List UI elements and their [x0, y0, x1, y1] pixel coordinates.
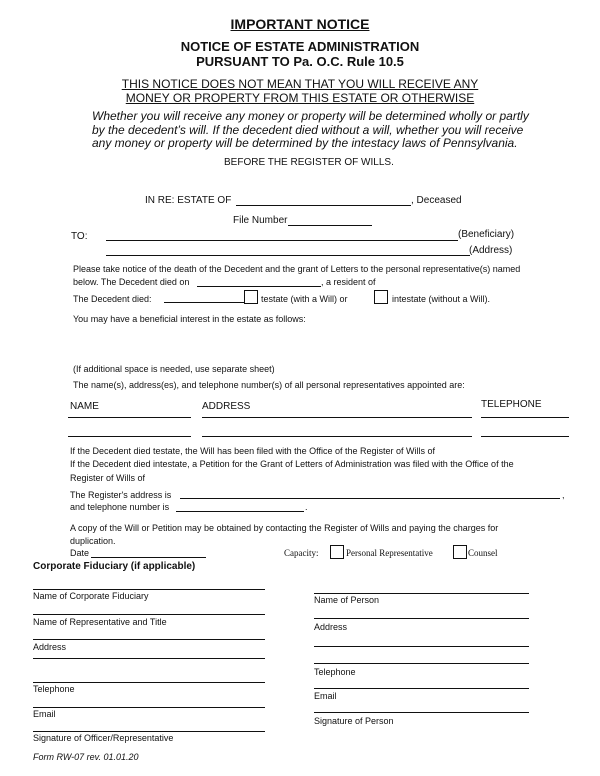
person-telephone-label: Telephone	[314, 667, 356, 677]
person-address-field-1[interactable]	[314, 618, 529, 619]
corporate-telephone-field[interactable]	[33, 682, 265, 683]
rep-telephone-field-2[interactable]	[481, 436, 569, 437]
file-number-label: File Number	[233, 215, 288, 226]
corporate-fiduciary-name-label: Name of Corporate Fiduciary	[33, 591, 149, 601]
testate-filing-line: If the Decedent died testate, the Will has been filed with the Office of the Register of Wills of	[70, 446, 436, 456]
disclaimer-line-1: THIS NOTICE DOES NOT MEAN THAT YOU WILL RECEIVE ANY	[121, 77, 479, 91]
register-address-label: The Register's address is	[70, 490, 172, 500]
personal-representative-label: Personal Representative	[346, 548, 433, 558]
corporate-email-label: Email	[33, 709, 56, 719]
person-signature-label: Signature of Person	[314, 716, 394, 726]
representative-title-field[interactable]	[33, 614, 265, 615]
person-signature-field[interactable]	[314, 712, 529, 713]
intestate-checkbox[interactable]	[374, 290, 388, 304]
testate-checkbox[interactable]	[244, 290, 258, 304]
date-of-death-field[interactable]	[197, 286, 321, 287]
to-label: TO:	[71, 231, 88, 242]
corporate-address-field-2[interactable]	[33, 658, 265, 659]
officer-signature-label: Signature of Officer/Representative	[33, 733, 174, 743]
intestate-filing-line-1: If the Decedent died intestate, a Petition for the Grant of Letters of Administration was filed with the Office of the	[70, 459, 514, 469]
reps-intro-label: The name(s), address(es), and telephone number(s) of all personal representatives appointed are:	[73, 380, 465, 390]
rep-name-field-1[interactable]	[68, 417, 191, 418]
reps-telephone-header: TELEPHONE	[481, 399, 542, 410]
person-name-label: Name of Person	[314, 595, 380, 605]
notice-subtitle-2: PURSUANT TO Pa. O.C. Rule 10.5	[196, 54, 404, 69]
representative-title-label: Name of Representative and Title	[33, 617, 167, 627]
resident-of-label: , a resident of	[321, 277, 376, 287]
date-label: Date	[70, 548, 90, 558]
beneficiary-label: (Beneficiary)	[458, 229, 515, 240]
copy-line-2: duplication.	[70, 536, 116, 546]
notice-line-1: Please take notice of the death of the Decedent and the grant of Letters to the personal representative(s) named	[73, 264, 521, 274]
person-email-field[interactable]	[314, 688, 529, 689]
person-telephone-field[interactable]	[314, 663, 529, 664]
additional-space-note: (If additional space is needed, use separate sheet)	[73, 364, 275, 374]
rep-telephone-field-1[interactable]	[481, 417, 569, 418]
person-address-field-2[interactable]	[314, 646, 529, 647]
intestate-filing-line-2: Register of Wills of	[70, 473, 146, 483]
corporate-address-label: Address	[33, 642, 67, 652]
reps-address-header: ADDRESS	[202, 401, 251, 412]
corporate-telephone-label: Telephone	[33, 684, 75, 694]
address-label: (Address)	[469, 245, 513, 256]
intestate-label: intestate (without a Will).	[392, 294, 491, 304]
file-number-field[interactable]	[288, 225, 372, 226]
register-address-comma: ,	[562, 490, 565, 500]
rep-address-field-1[interactable]	[202, 417, 472, 418]
italic-line-1: Whether you will receive any money or property will be determined wholly or partly	[92, 109, 529, 123]
person-email-label: Email	[314, 691, 337, 701]
notice-subtitle-1: NOTICE OF ESTATE ADMINISTRATION	[180, 39, 420, 54]
form-number: Form RW-07 rev. 01.01.20	[33, 752, 139, 762]
italic-line-2: by the decedent’s will. If the decedent died without a will, whether you will receive	[92, 123, 524, 137]
testate-label: testate (with a Will) or	[261, 294, 348, 304]
beneficiary-address-field[interactable]	[106, 255, 470, 256]
counsel-label: Counsel	[468, 548, 498, 558]
personal-representative-checkbox[interactable]	[330, 545, 344, 559]
beneficial-interest-label: You may have a beneficial interest in the estate as follows:	[73, 314, 306, 324]
estate-name-field[interactable]	[236, 205, 411, 206]
corporate-fiduciary-heading: Corporate Fiduciary (if applicable)	[33, 561, 196, 572]
copy-line-1: A copy of the Will or Petition may be obtained by contacting the Register of Wills and paying the charges for	[70, 523, 499, 533]
register-telephone-field[interactable]	[176, 511, 304, 512]
in-re-label: IN RE: ESTATE OF	[145, 195, 232, 206]
before-register: BEFORE THE REGISTER OF WILLS.	[224, 157, 394, 168]
register-telephone-label: and telephone number is	[70, 502, 170, 512]
notice-line-2: below. The Decedent died on	[73, 277, 190, 287]
rep-address-field-2[interactable]	[202, 436, 472, 437]
officer-signature-field[interactable]	[33, 731, 265, 732]
decedent-died-field[interactable]	[164, 302, 244, 303]
person-name-field[interactable]	[314, 593, 529, 594]
decedent-died-label: The Decedent died:	[73, 294, 152, 304]
corporate-fiduciary-name-field[interactable]	[33, 589, 265, 590]
disclaimer-line-2: MONEY OR PROPERTY FROM THIS ESTATE OR OTHERWISE	[125, 91, 475, 105]
person-address-label: Address	[314, 622, 348, 632]
corporate-email-field[interactable]	[33, 707, 265, 708]
corporate-address-field-1[interactable]	[33, 639, 265, 640]
notice-title: IMPORTANT NOTICE	[230, 16, 370, 32]
rep-name-field-2[interactable]	[68, 436, 191, 437]
capacity-label: Capacity:	[284, 548, 319, 558]
date-field[interactable]	[91, 557, 206, 558]
italic-line-3: any money or property will be determined by the intestacy laws of Pennsylvania.	[92, 136, 518, 150]
beneficiary-field[interactable]	[106, 240, 458, 241]
counsel-checkbox[interactable]	[453, 545, 467, 559]
deceased-label: , Deceased	[411, 195, 462, 206]
register-address-field[interactable]	[180, 498, 560, 499]
reps-name-header: NAME	[70, 401, 99, 412]
register-telephone-period: .	[305, 502, 308, 512]
